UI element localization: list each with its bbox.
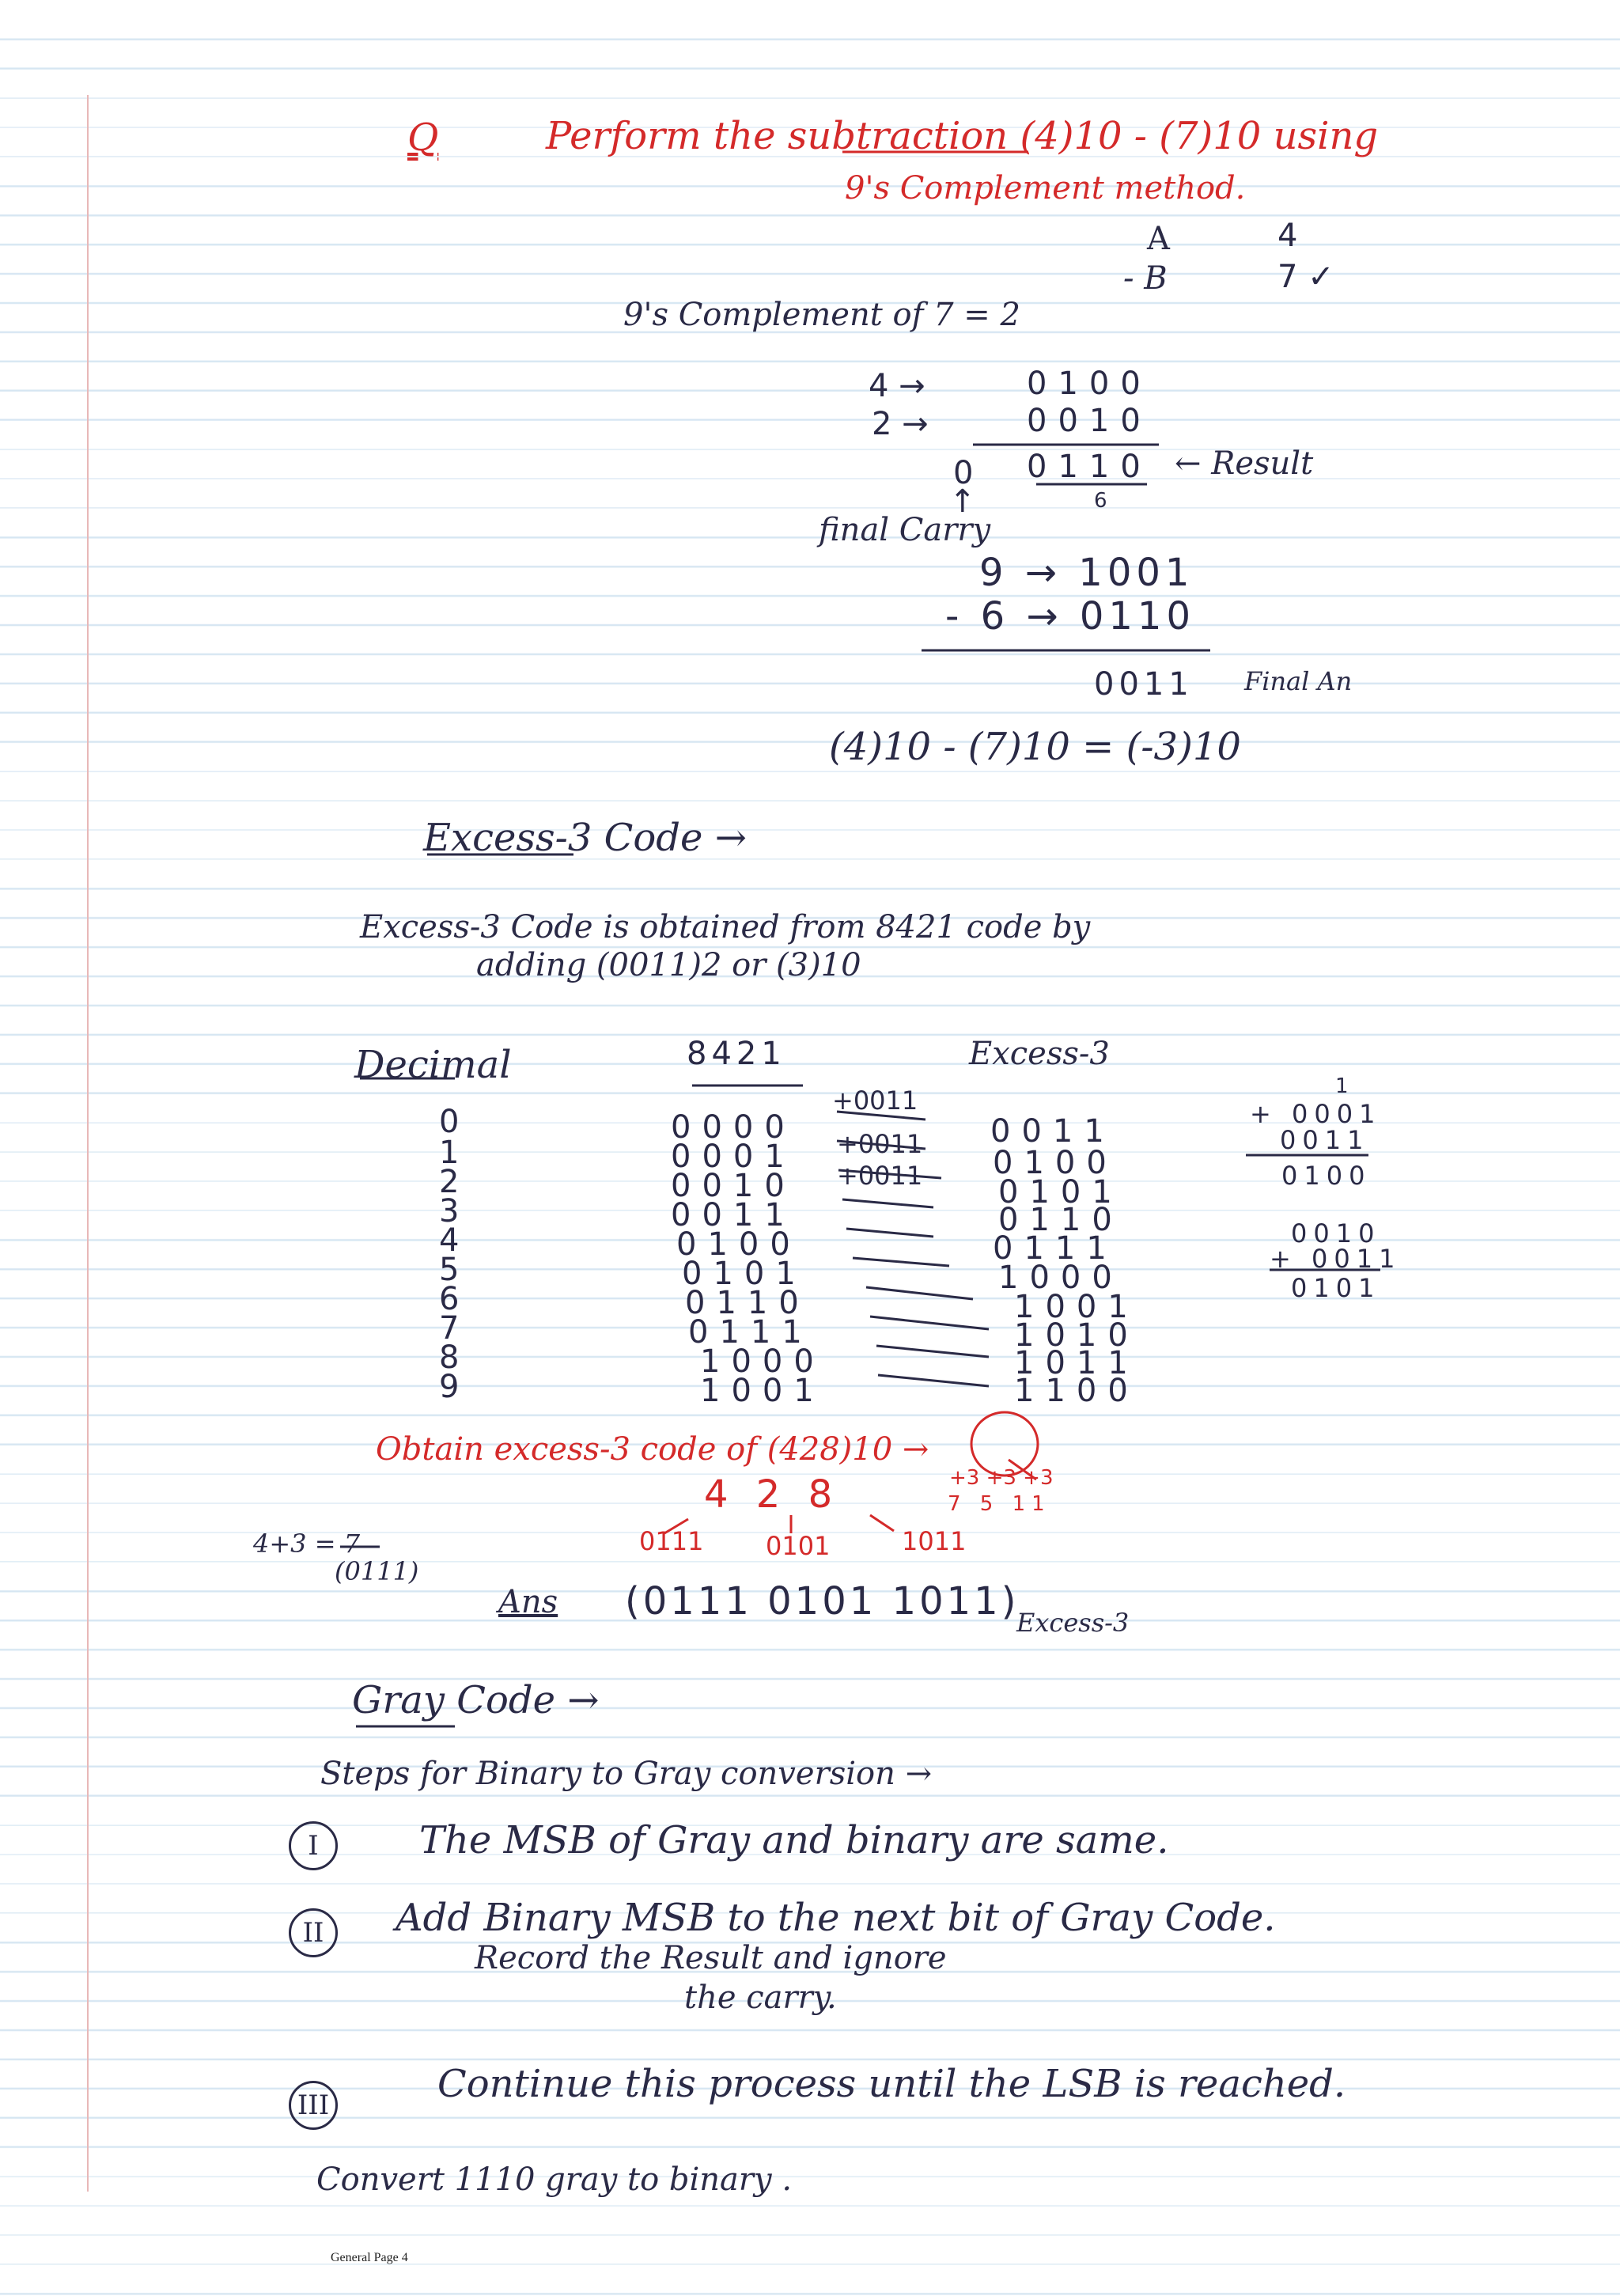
nines-complement: 9's Complement of 7 = 2 — [623, 297, 1020, 333]
side-note-line2: (0111) — [335, 1556, 419, 1586]
gray-steps-title: Steps for Binary to Gray conversion → — [320, 1756, 933, 1792]
bcd-cell: 1001 — [700, 1373, 825, 1409]
addition-carry: 0 — [953, 455, 974, 491]
example-branch-3 — [870, 1515, 894, 1531]
excess-cell: 0111 — [993, 1230, 1118, 1267]
example-part-1: 0111 — [639, 1526, 704, 1556]
bcd-cell: 0000 — [671, 1109, 796, 1146]
side-calc2-a: 0010 — [1291, 1218, 1381, 1248]
excess-cell: 0100 — [993, 1145, 1118, 1181]
excess3-definition-line2: adding (0011)2 or (3)10 — [476, 947, 861, 983]
side-calc2-b: + 0011 — [1270, 1244, 1402, 1274]
answer-label: Ans — [498, 1584, 558, 1620]
excess-cell: 1100 — [1014, 1373, 1139, 1409]
question-line1: Perform the subtraction (4)10 - (7)10 using — [546, 114, 1379, 158]
example-digits: 4 2 8 — [704, 1472, 841, 1517]
gray-heading: Gray Code → — [352, 1678, 600, 1722]
final-carry-label: final Carry — [819, 512, 991, 548]
excess-cell: 1001 — [1014, 1289, 1139, 1325]
addition-row1-right: 0100 — [1027, 366, 1152, 402]
table-arrow — [846, 1229, 933, 1237]
value-b: 7 ✓ — [1277, 259, 1334, 295]
addition-row2-right: 0010 — [1027, 403, 1152, 439]
addition-row1-left: 4 → — [869, 368, 925, 404]
bcd-cell: 0111 — [688, 1314, 813, 1351]
decimal-cell: 4 — [439, 1222, 460, 1259]
bcd-cell: 0011 — [671, 1197, 796, 1233]
table-arrow — [853, 1258, 949, 1266]
recomplement-row2: - 6 → 0110 — [945, 594, 1196, 638]
decimal-cell: 1 — [439, 1135, 460, 1171]
addition-result: 0110 — [1027, 449, 1152, 485]
add-label: +0011 — [832, 1085, 918, 1116]
example-part-3: 1011 — [902, 1526, 967, 1556]
col-8421-header: 8421 — [687, 1036, 786, 1072]
answer-suffix: Excess-3 — [1016, 1608, 1130, 1638]
side-calc1-a: + 0001 — [1250, 1099, 1382, 1129]
excess-cell: 1011 — [1014, 1345, 1139, 1381]
table-arrow — [838, 1170, 941, 1178]
step1-text: The MSB of Gray and binary are same. — [419, 1818, 1169, 1862]
step3-marker: III — [289, 2081, 338, 2130]
example-branch-1 — [664, 1519, 688, 1533]
step2-line3: the carry. — [684, 1980, 837, 2016]
table-arrow — [866, 1287, 973, 1299]
decimal-cell: 3 — [439, 1193, 460, 1229]
excess-cell: 0110 — [998, 1202, 1123, 1238]
label-a: A — [1147, 221, 1170, 257]
excess-cell: 1000 — [998, 1260, 1123, 1296]
bcd-cell: 0101 — [682, 1256, 807, 1292]
excess-cell: 1010 — [1014, 1317, 1139, 1354]
step1-marker: I — [289, 1821, 338, 1870]
step3-text: Continue this process until the LSB is reached. — [437, 2062, 1346, 2106]
footer-page-label: General Page 4 — [331, 2251, 408, 2264]
decimal-cell: 0 — [439, 1104, 460, 1140]
table-arrow — [837, 1141, 925, 1149]
example-prompt: Obtain excess-3 code of (428)10 → — [376, 1431, 929, 1468]
result-decimal: 6 — [1094, 489, 1107, 513]
table-arrow — [837, 1112, 925, 1120]
bcd-cell: 0110 — [685, 1285, 810, 1321]
bcd-cell: 0001 — [671, 1139, 796, 1175]
table-arrow — [876, 1346, 989, 1357]
value-a: 4 — [1277, 218, 1298, 254]
conclusion: (4)10 - (7)10 = (-3)10 — [829, 725, 1241, 769]
step2-line1: Add Binary MSB to the next bit of Gray Code. — [396, 1896, 1276, 1940]
add-label-2: +0011 — [837, 1129, 923, 1159]
table-arrow — [878, 1375, 989, 1386]
side-calc1-carry: 1 — [1335, 1074, 1349, 1098]
label-b: - B — [1123, 260, 1168, 297]
table-arrow — [870, 1317, 989, 1329]
decimal-cell: 7 — [439, 1310, 460, 1347]
convert-line: Convert 1110 gray to binary . — [316, 2161, 793, 2198]
side-calc2-sum: 0101 — [1291, 1273, 1381, 1303]
decimal-cell: 5 — [439, 1252, 460, 1288]
question-marker: Q — [407, 116, 439, 160]
col-decimal-header: Decimal — [354, 1043, 512, 1087]
side-note-line1: 4+3 = 7 — [253, 1529, 361, 1559]
decimal-cell: 2 — [439, 1164, 460, 1200]
excess3-heading: Excess-3 Code → — [423, 816, 747, 860]
bcd-cell: 1000 — [700, 1343, 825, 1380]
excess-cell: 0101 — [998, 1174, 1123, 1211]
answer-value: (0111 0101 1011) — [625, 1579, 1020, 1623]
result-arrow: ← Result — [1175, 445, 1314, 482]
bcd-cell: 0100 — [676, 1226, 801, 1263]
bcd-cell: 0010 — [671, 1168, 796, 1204]
example-sums-row: 7 5 11 — [948, 1492, 1051, 1516]
decimal-cell: 6 — [439, 1281, 460, 1317]
decimal-cell: 8 — [439, 1339, 460, 1376]
table-arrow — [842, 1199, 933, 1207]
recomplement-result-label: Final An — [1244, 666, 1353, 696]
addition-carry-arrow: ↑ — [949, 483, 976, 520]
recomplement-row1: 9 → 1001 — [979, 551, 1194, 595]
side-calc1-b: 0011 — [1280, 1125, 1370, 1155]
example-plus3-row: +3 +3 +3 — [949, 1466, 1054, 1490]
excess3-definition-line1: Excess-3 Code is obtained from 8421 code by — [360, 909, 1091, 945]
question-line2: 9's Complement method. — [845, 170, 1246, 206]
excess-cell: 0011 — [990, 1113, 1115, 1150]
side-calc1-sum: 0100 — [1281, 1161, 1372, 1191]
example-part-2: 0101 — [766, 1531, 831, 1561]
decimal-cell: 9 — [439, 1369, 460, 1405]
col-excess3-header: Excess-3 — [969, 1036, 1110, 1072]
step2-line2: Record the Result and ignore — [475, 1940, 947, 1976]
example-circle — [971, 1412, 1038, 1476]
add-label-3: +0011 — [837, 1161, 923, 1191]
addition-row2-left: 2 → — [872, 406, 929, 442]
step2-marker: II — [289, 1908, 338, 1957]
recomplement-result: 0011 — [1094, 666, 1194, 703]
